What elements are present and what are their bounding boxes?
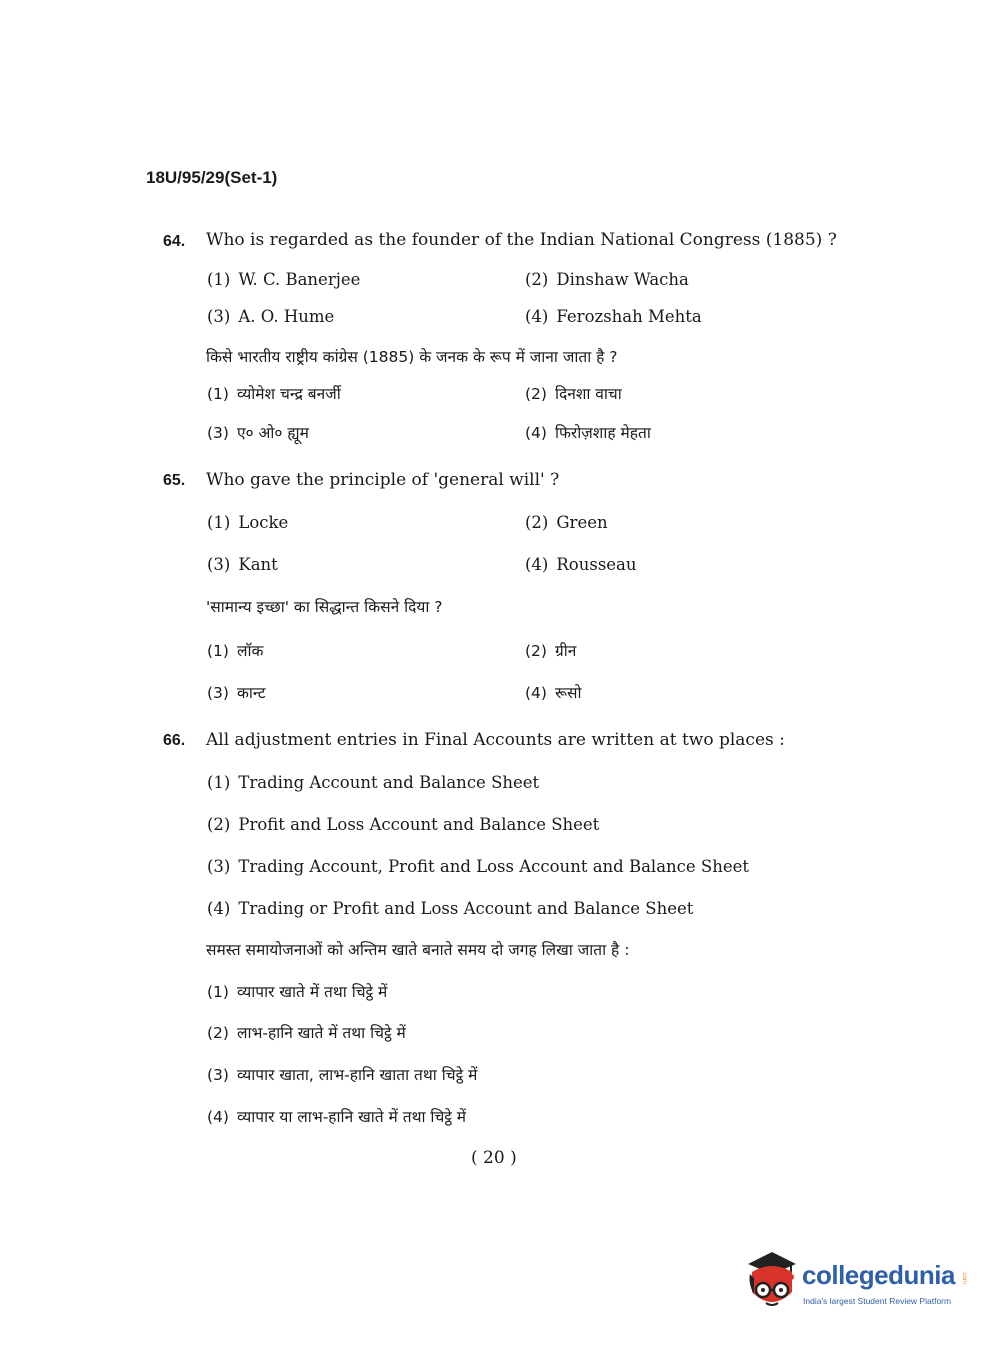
collegedunia-logo — [742, 1250, 972, 1320]
option-text: Profit and Loss Account and Balance Sheet — [238, 815, 600, 834]
option — [207, 1105, 466, 1127]
option — [207, 513, 288, 532]
question-text-en: Who is regarded as the founder of the Indian National Congress (1885) ? — [206, 230, 837, 250]
question-text-hi: किसे भारतीय राष्ट्रीय कांग्रेस (1885) के जनक के रूप में जाना जाता है ? — [206, 348, 618, 366]
option — [525, 270, 689, 289]
option — [207, 980, 387, 1002]
option-number: (2) — [207, 815, 231, 834]
option — [207, 857, 749, 876]
option — [207, 815, 599, 834]
page-number: ( 20 ) — [471, 1148, 517, 1168]
option-number: (1) — [207, 385, 229, 403]
option-text: व्योमेश चन्द्र बनर्जी — [236, 385, 341, 403]
option-text: व्यापार खाते में तथा चिट्ठे में — [236, 983, 388, 1001]
option-text: ग्रीन — [554, 642, 577, 660]
option-text: Trading Account, Profit and Loss Account and Balance Sheet — [238, 857, 750, 876]
option-text: लॉक — [236, 642, 264, 660]
option-text: Green — [556, 513, 608, 532]
option-number: (1) — [207, 773, 231, 792]
option-text: Locke — [238, 513, 289, 532]
option-number: (4) — [525, 307, 549, 326]
option — [207, 555, 278, 574]
option-text: A. O. Hume — [238, 307, 335, 326]
option-text: Trading Account and Balance Sheet — [238, 773, 540, 792]
option-text: कान्ट — [236, 684, 266, 702]
option — [207, 1063, 477, 1085]
option-text: Kant — [238, 555, 278, 574]
option-number: (2) — [525, 385, 547, 403]
option — [525, 681, 582, 703]
option-text: W. C. Banerjee — [238, 270, 361, 289]
brand-suffix: .com — [961, 1271, 967, 1285]
option — [207, 1021, 406, 1043]
question-number: 66. — [163, 732, 186, 749]
option-text: ए० ओ० ह्यूम — [236, 424, 309, 442]
question-number: 65. — [163, 472, 186, 489]
question-text-en: Who gave the principle of 'general will' ? — [206, 470, 560, 490]
option-text: Dinshaw Wacha — [556, 270, 689, 289]
option-text: Ferozshah Mehta — [556, 307, 702, 326]
option-number: (2) — [525, 270, 549, 289]
option-text: दिनशा वाचा — [554, 385, 622, 403]
brand-name: collegedunia — [802, 1260, 955, 1290]
question-number: 64. — [163, 233, 186, 250]
question-text-hi: समस्त समायोजनाओं को अन्तिम खाते बनाते समय दो जगह लिखा जाता है : — [206, 941, 630, 959]
option-text: व्यापार खाता, लाभ-हानि खाता तथा चिट्ठे में — [236, 1066, 478, 1084]
option-number: (3) — [207, 424, 229, 442]
option — [525, 382, 622, 404]
option — [525, 513, 608, 532]
option-number: (3) — [207, 857, 231, 876]
option-number: (4) — [207, 1108, 229, 1126]
option-number: (4) — [207, 899, 231, 918]
option — [207, 681, 266, 703]
option-number: (4) — [525, 555, 549, 574]
option-number: (4) — [525, 424, 547, 442]
option-number: (3) — [207, 307, 231, 326]
paper-code: 18U/95/29(Set-1) — [146, 168, 278, 187]
question-text-hi: 'सामान्य इच्छा' का सिद्धान्त किसने दिया ? — [206, 598, 443, 616]
option — [207, 270, 360, 289]
option-number: (1) — [207, 983, 229, 1001]
option-number: (4) — [525, 684, 547, 702]
option — [207, 421, 309, 443]
option-number: (1) — [207, 270, 231, 289]
option — [207, 382, 341, 404]
mascot-icon — [742, 1250, 802, 1316]
option-number: (1) — [207, 513, 231, 532]
option — [207, 773, 539, 792]
option-number: (3) — [207, 684, 229, 702]
option-text: लाभ-हानि खाते में तथा चिट्ठे में — [236, 1024, 406, 1042]
option-number: (3) — [207, 555, 231, 574]
option-text: व्यापार या लाभ-हानि खाते में तथा चिट्ठे में — [236, 1108, 467, 1126]
brand-tagline: India's largest Student Review Platform — [803, 1296, 952, 1306]
option — [525, 555, 637, 574]
option-text: Trading or Profit and Loss Account and Balance Sheet — [238, 899, 694, 918]
question-text-en: All adjustment entries in Final Accounts are written at two places : — [206, 730, 785, 750]
option — [207, 639, 263, 661]
option-number: (3) — [207, 1066, 229, 1084]
option — [207, 899, 693, 918]
option-number: (1) — [207, 642, 229, 660]
option — [525, 421, 651, 443]
option-text: रूसो — [554, 684, 582, 702]
option-text: Rousseau — [556, 555, 637, 574]
option — [525, 639, 576, 661]
option-text: फिरोज़शाह मेहता — [554, 424, 651, 442]
option — [525, 307, 702, 326]
option-number: (2) — [525, 642, 547, 660]
option-number: (2) — [207, 1024, 229, 1042]
option-number: (2) — [525, 513, 549, 532]
option — [207, 307, 334, 326]
